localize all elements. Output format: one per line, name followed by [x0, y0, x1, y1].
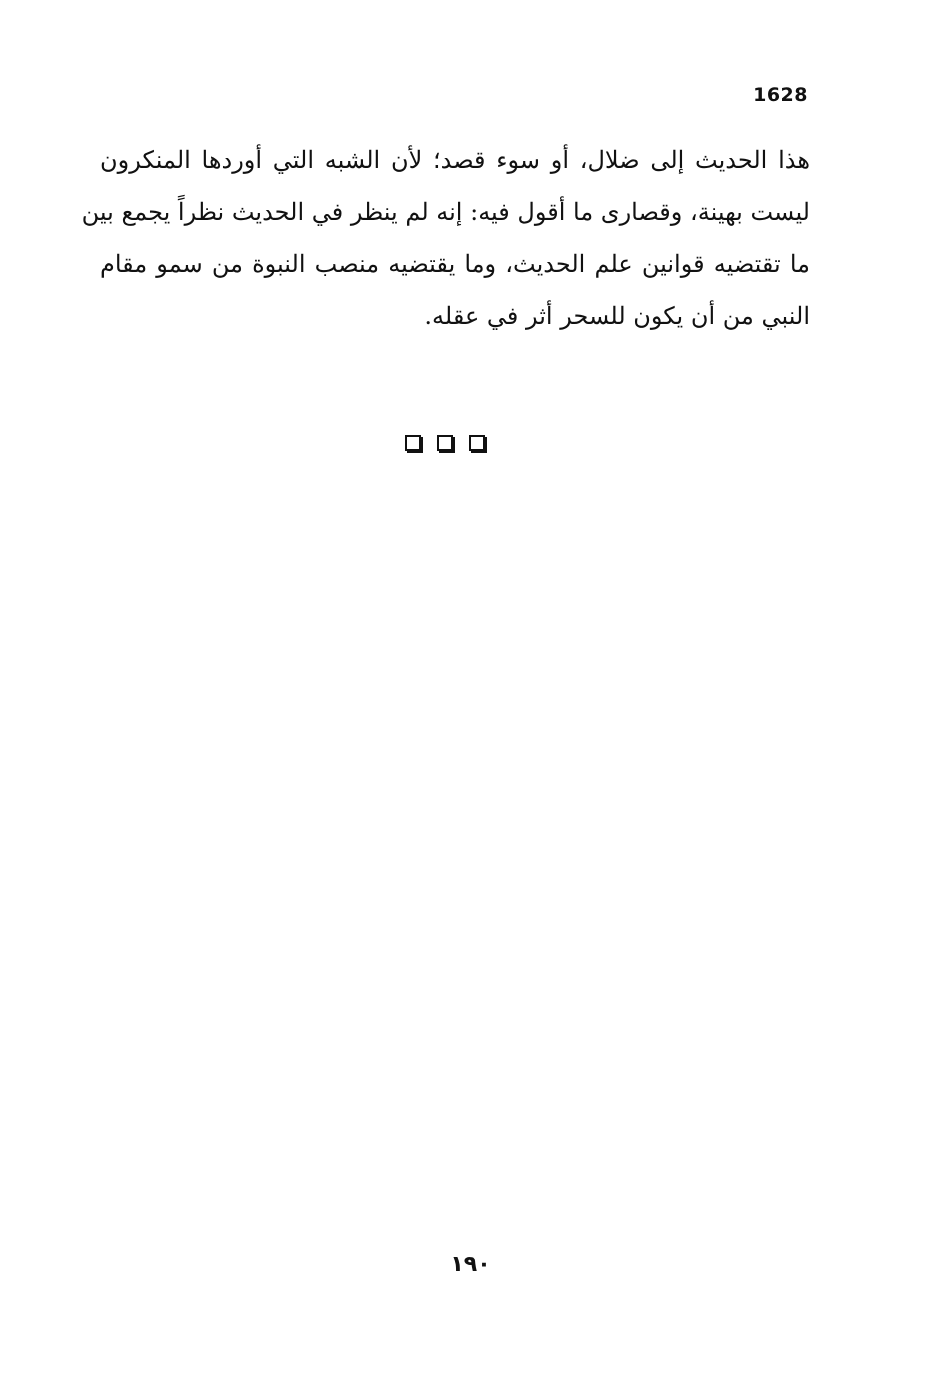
body-paragraph	[81, 134, 810, 342]
paragraph-line: النبي من أن يكون للسحر أثر في عقله.	[424, 302, 810, 330]
section-end-ornament	[405, 435, 485, 451]
square-ornament-icon	[437, 435, 453, 451]
paragraph-line: هذا الحديث إلى ضلال، أو سوء قصد؛ لأن الشبه التي أوردها المنكرون	[100, 146, 810, 174]
page-number: ١٩٠	[450, 1252, 491, 1277]
paragraph-line: ما تقتضيه قوانين علم الحديث، وما يقتضيه منصب النبوة من سمو مقام	[100, 250, 810, 278]
paragraph-line: ليست بهينة، وقصارى ما أقول فيه: إنه لم ينظر في الحديث نظراً يجمع بين	[81, 198, 810, 226]
square-ornament-icon	[469, 435, 485, 451]
folio-number: 1628	[753, 84, 808, 106]
square-ornament-icon	[405, 435, 421, 451]
